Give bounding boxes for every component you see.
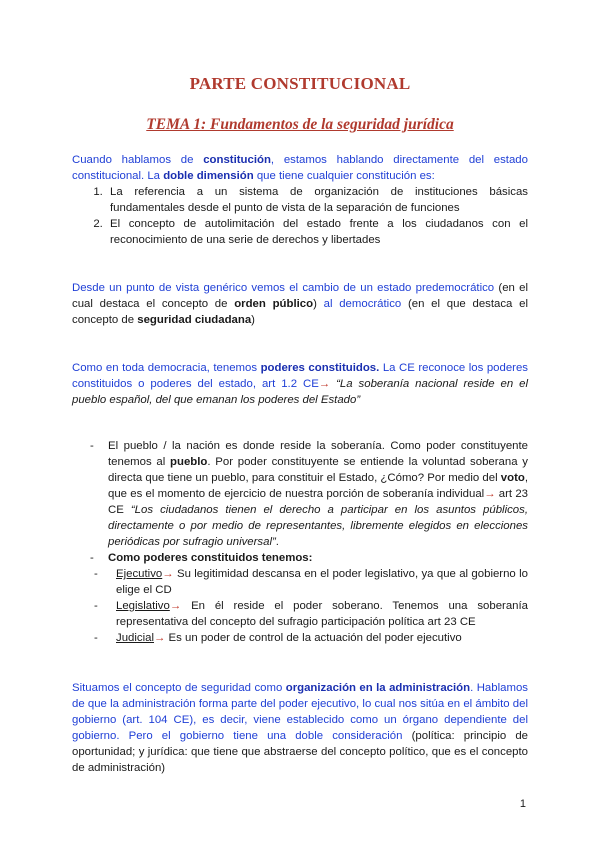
text-span: art 23 CE (108, 488, 528, 516)
quote-text: “La soberanía nacional reside en el pueblo español, del que emanan los poderes del Estado” (72, 378, 528, 406)
text-span: Desde un punto de vista genérico vemos el cambio de un estado predemocrático (72, 282, 495, 294)
text-span: ) (313, 298, 317, 310)
paragraph-estado (72, 280, 528, 328)
list-item-poderes (72, 550, 528, 646)
text-span: . Por poder constituyente se entiende la voluntad soberana y directa que tiene un pueblo, para constituir el Estado, ¿Cómo? Por medio del (108, 456, 528, 484)
numbered-list (72, 184, 528, 248)
topic-title: TEMA 1: Fundamentos de la seguridad jurídica (146, 116, 454, 133)
text-span: , que es el momento de ejercicio de nuestra porción de soberanía individual (108, 472, 528, 500)
arrow-icon: → (154, 632, 166, 644)
paragraph-administracion (72, 680, 528, 776)
bold-term: constitución (203, 154, 271, 166)
text-span: En él reside el poder soberano. Tenemos una soberanía representativa del concepto del sufragio participación política art 23 CE (116, 600, 528, 628)
text-span: Es un poder de control de la actuación del poder ejecutivo (165, 632, 462, 644)
paragraph-poderes (72, 360, 528, 408)
list-item-pueblo (72, 438, 528, 550)
text-span: (política: principio de oportunidad; y jurídica: que tiene que abstraerse del concepto político, que es el concepto de administración) (72, 730, 528, 774)
text-span: El pueblo / la nación es donde reside la soberanía. Como poder constituyente tenemos al (108, 440, 528, 468)
power-name: Legislativo (116, 600, 170, 612)
power-name: Judicial (116, 632, 154, 644)
list-item: 1. La referencia a un sistema de organización de instituciones básicas fundamentales desde el punto de vista de la separación de funciones (106, 184, 528, 216)
page-title: PARTE CONSTITUCIONAL (189, 74, 411, 93)
text-span: (en el que destaca el concepto de (72, 298, 528, 326)
text-span: . Hablamos de que la administración forma parte del poder ejecutivo, lo cual nos sitúa en el ámbito del gobierno (art. 104 CE), es decir, viene establecido como un órgano dependiente del gobierno. Pero el gobierno tiene una doble consideración (72, 682, 528, 742)
bold-term: Como poderes constituidos tenemos: (108, 552, 313, 564)
arrow-icon: → (318, 378, 331, 390)
bold-term: seguridad ciudadana (137, 314, 252, 326)
arrow-icon: → (484, 488, 496, 500)
text-span: (en el cual destaca el concepto de (72, 282, 528, 310)
text-span: al democrático (316, 298, 402, 310)
text-span: Situamos el concepto de seguridad como (72, 682, 286, 694)
page-number: 1 (519, 798, 526, 810)
text-span: que tiene cualquier constitución es: (253, 170, 435, 182)
text-span: Su legitimidad descansa en el poder legislativo, ya que al gobierno lo elige el CD (116, 568, 528, 596)
dash-list (72, 438, 528, 646)
quote-text: “Los ciudadanos tienen el derecho a participar en los asuntos públicos, directamente o por medio de representantes, libremente elegidos en elecciones periódicas por sufragio universal” (108, 504, 528, 548)
arrow-icon: → (169, 600, 182, 612)
text-span: . (275, 536, 279, 548)
text-span: La CE reconoce los poderes constituidos o poderes del estado, art 1.2 CE (72, 362, 528, 390)
bold-term: pueblo (170, 456, 208, 468)
list-item: 2. El concepto de autolimitación del estado frente a los ciudadanos con el reconocimiento de una serie de derechos y libertades (106, 216, 528, 248)
sub-item-ejecutivo (72, 566, 528, 598)
bold-term: organización en la administración (285, 682, 471, 694)
sub-item-judicial (72, 630, 528, 646)
bold-term: poderes constituidos. (260, 362, 380, 374)
text-span: Como en toda democracia, tenemos (72, 362, 261, 374)
sub-list (72, 566, 528, 646)
bold-term: voto (500, 472, 525, 484)
power-name: Ejecutivo (116, 568, 163, 580)
bold-term: orden público (234, 298, 314, 310)
arrow-icon: → (162, 568, 174, 580)
bold-term: doble dimensión (163, 170, 254, 182)
sub-item-legislativo (72, 598, 528, 630)
text-span: ) (251, 314, 255, 326)
text-span: , estamos hablando directamente del estado constitucional. La (72, 154, 528, 182)
text-span: Cuando hablamos de (72, 154, 204, 166)
paragraph-constitucion (72, 152, 528, 248)
